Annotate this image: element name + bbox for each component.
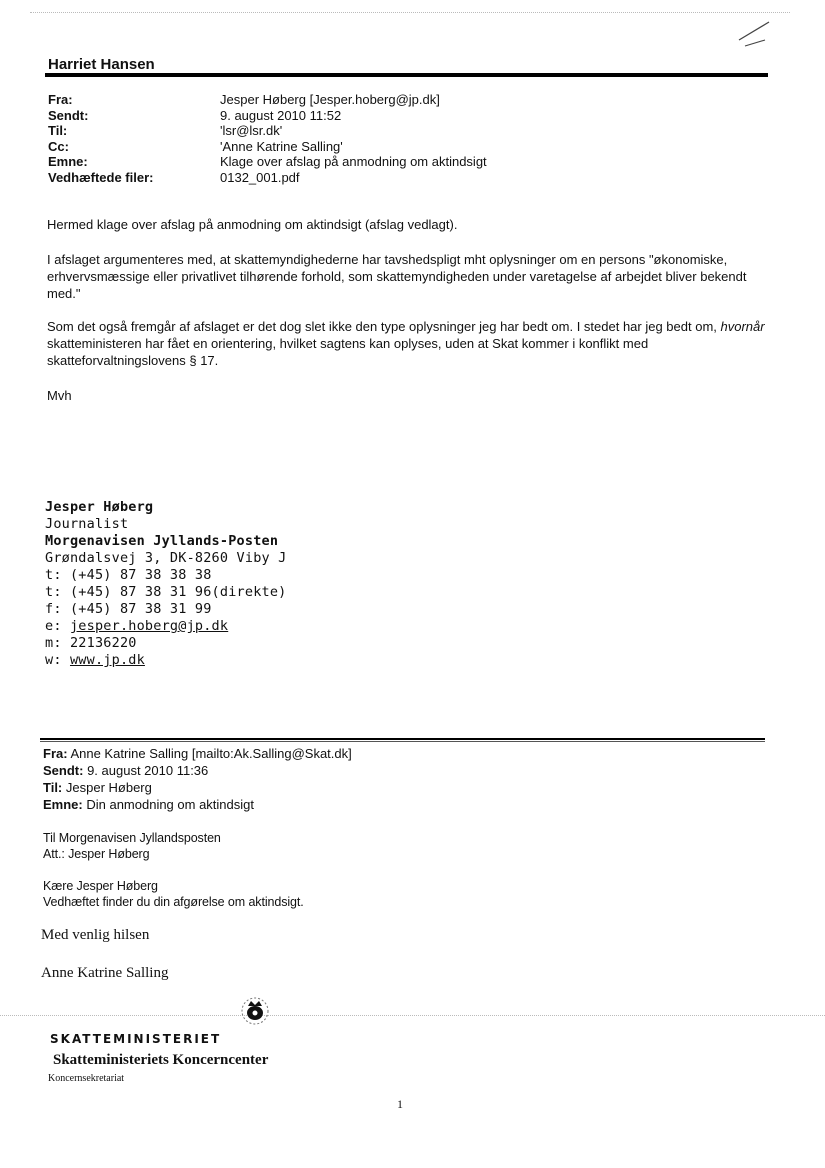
header-cc-label: Cc: <box>48 139 69 154</box>
header-attachments-value: 0132_001.pdf <box>220 170 300 185</box>
forwarded-sent-row <box>43 763 208 779</box>
forwarded-to-label: Til: <box>43 780 63 795</box>
header-sent-label: Sendt: <box>48 108 89 123</box>
forwarded-from-value: Anne Katrine Salling [mailto:Ak.Salling@Skat.dk] <box>67 746 352 761</box>
signature-title: Journalist <box>45 516 129 532</box>
body-paragraph-3-end: skatteministeren har fået en orientering, hvilket sagtens kan oplyses, uden at Skat kommer i konflikt med skatteforvaltningslovens § 17. <box>47 336 649 368</box>
header-cc-row <box>48 139 343 155</box>
body-paragraph-1: Hermed klage over afslag på anmodning om aktindsigt (afslag vedlagt). <box>47 217 458 232</box>
signature-name-text: Jesper Høberg <box>45 499 154 515</box>
ministry-department: Koncernsekretariat <box>48 1073 125 1084</box>
header-sent-value: 9. august 2010 11:52 <box>220 108 342 123</box>
header-attachments-row <box>48 170 300 186</box>
header-subject-value: Klage over afslag på anmodning om aktindsigt <box>220 154 487 169</box>
header-to-row <box>48 123 282 139</box>
forwarded-attention: Att.: Jesper Høberg <box>43 847 150 861</box>
header-subject-label: Emne: <box>48 154 88 169</box>
document-owner: Harriet Hansen <box>48 56 155 73</box>
header-divider <box>45 73 768 77</box>
signature-company <box>45 533 278 550</box>
signature-company-text: Morgenavisen Jyllands-Posten <box>45 533 279 549</box>
crown-seal-icon <box>238 993 272 1027</box>
forwarded-greeting: Kære Jesper Høberg <box>43 879 158 893</box>
forwarded-sender: Anne Katrine Salling <box>41 965 169 981</box>
body-paragraph-3 <box>47 318 772 369</box>
pen-stroke-mark <box>735 18 775 48</box>
forwarded-subject-value: Din anmodning om aktindsigt <box>82 797 254 812</box>
signature-fax: f: (+45) 87 38 31 99 <box>45 601 212 617</box>
header-cc-value: 'Anne Katrine Salling' <box>220 139 343 154</box>
signature-email-prefix: e: <box>45 618 70 634</box>
scan-edge <box>0 1015 825 1016</box>
signature-name <box>45 499 153 516</box>
signature-web-prefix: w: <box>45 652 70 668</box>
forwarded-sent-value: 9. august 2010 11:36 <box>83 763 209 778</box>
forwarded-addressee: Til Morgenavisen Jyllandsposten <box>43 831 221 845</box>
forwarded-closing: Med venlig hilsen <box>41 927 150 943</box>
header-from-value: Jesper Høberg [Jesper.hoberg@jp.dk] <box>220 92 440 107</box>
header-from-row <box>48 92 440 108</box>
header-from-label: Fra: <box>48 92 73 107</box>
header-attachments-label: Vedhæftede filer: <box>48 170 154 185</box>
body-paragraph-3-start: Som det også fremgår af afslaget er det dog slet ikke den type oplysninger jeg har bedt om. I stedet har jeg bedt om, <box>47 319 721 334</box>
signature-mobile: m: 22136220 <box>45 635 137 651</box>
forwarded-to-value: Jesper Høberg <box>62 780 152 795</box>
header-to-value: 'lsr@lsr.dk' <box>220 123 283 138</box>
forwarded-message: Vedhæftet finder du din afgørelse om aktindsigt. <box>43 895 304 909</box>
signature-email-row <box>45 618 228 635</box>
scan-edge <box>30 12 790 13</box>
signature-web-link[interactable]: www.jp.dk <box>69 652 145 668</box>
ministry-name: Skatteministeriets Koncerncenter <box>53 1052 269 1068</box>
signature-address: Grøndalsvej 3, DK-8260 Viby J <box>45 550 287 566</box>
signature-email-link[interactable]: jesper.hoberg@jp.dk <box>69 618 229 634</box>
forwarded-subject-label: Emne: <box>43 797 83 812</box>
signature-phone-direct: t: (+45) 87 38 31 96(direkte) <box>45 584 287 600</box>
forwarded-to-row <box>43 780 152 796</box>
forwarded-divider <box>40 738 765 740</box>
signature-phone-main: t: (+45) 87 38 38 38 <box>45 567 212 583</box>
header-subject-row <box>48 154 487 170</box>
page-number: 1 <box>397 1097 403 1111</box>
forwarded-sent-label: Sendt: <box>43 763 84 778</box>
header-to-label: Til: <box>48 123 68 138</box>
forwarded-from-label: Fra: <box>43 746 68 761</box>
body-paragraph-2: I afslaget argumenteres med, at skattemyndighederne har tavshedspligt mht oplysninger om en persons "økonomiske, erhvervsmæssige eller privatlivet tilhørende forhold, som skattemyndigheden under varetagelse af arbejdet bliver bekendt med." <box>47 252 747 301</box>
signature-web-row <box>45 652 145 669</box>
forwarded-subject-row <box>43 797 254 813</box>
body-paragraph-3-emphasis: hvornår <box>720 319 765 334</box>
body-closing: Mvh <box>47 388 72 403</box>
header-sent-row <box>48 108 341 124</box>
ministry-logo-text: SKATTEMINISTERIET <box>50 1032 222 1046</box>
forwarded-divider-shadow <box>40 741 765 742</box>
forwarded-from-row <box>43 746 352 762</box>
